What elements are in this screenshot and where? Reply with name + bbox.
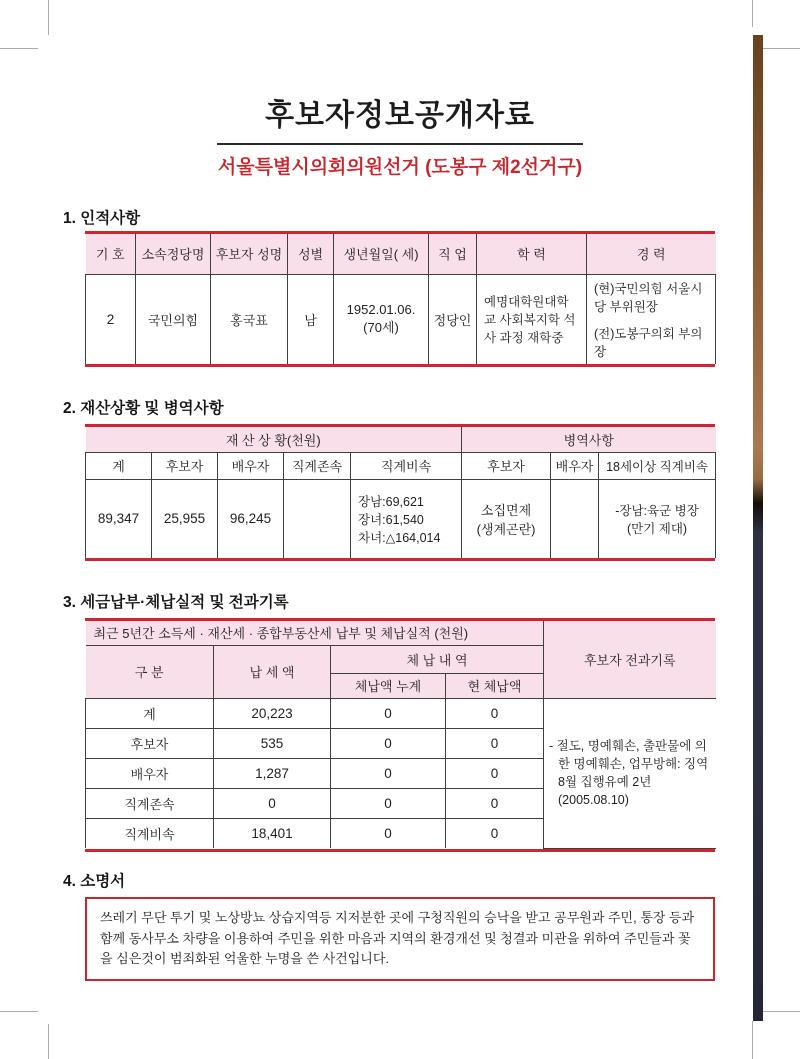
personal-info-header-row — [86, 234, 716, 274]
candidate-gender: 남 — [288, 274, 334, 364]
arrears-cumulative: 0 — [331, 698, 446, 728]
career-line2: (전)도봉구의회 부의장 — [594, 326, 703, 359]
candidate-name: 홍국표 — [211, 274, 288, 364]
military-candidate-line2: (생계곤란) — [476, 521, 536, 537]
tax-amount: 18,401 — [214, 818, 331, 848]
property-spouse: 96,245 — [218, 479, 284, 558]
col-mil-descendant: 18세이상 직계비속 — [599, 452, 716, 479]
property-total: 89,347 — [86, 479, 152, 558]
candidate-number: 2 — [86, 274, 136, 364]
candidate-birthdate — [334, 274, 429, 364]
crop-mark-bottom-left-v — [48, 1024, 49, 1059]
row-label: 후보자 — [86, 728, 214, 758]
section-2-heading: 2. 재산상황 및 병역사항 — [63, 400, 224, 417]
career-line1: (현)국민의힘 서울시당 부위원장 — [594, 281, 703, 314]
arrears-current: 0 — [446, 788, 544, 818]
title-block — [85, 90, 715, 179]
property-military-table — [85, 424, 715, 561]
col-candidate: 후보자 — [152, 452, 218, 479]
col-descendant: 직계비속 — [351, 452, 462, 479]
statement-box — [85, 897, 715, 981]
title-underline — [217, 90, 583, 145]
page-edge-binding-strip — [753, 35, 763, 1021]
birthdate-line2: (70세) — [363, 320, 399, 336]
arrears-cumulative: 0 — [331, 818, 446, 848]
header-party: 소속정당명 — [136, 234, 211, 274]
tax-amount: 20,223 — [214, 698, 331, 728]
crop-mark-top-right-h — [763, 48, 800, 49]
tax-amount: 1,287 — [214, 758, 331, 788]
col-ascendant: 직계존속 — [284, 452, 351, 479]
col-tax-paid: 납 세 액 — [214, 645, 331, 698]
header-career: 경 력 — [587, 234, 716, 274]
arrears-current: 0 — [446, 818, 544, 848]
crop-mark-top-left-h — [0, 48, 38, 49]
row-label: 배우자 — [86, 758, 214, 788]
section-1-heading: 1. 인적사항 — [63, 210, 141, 227]
crop-mark-top-right-v — [752, 0, 753, 27]
header-gender: 성별 — [288, 234, 334, 274]
tax-record-table — [85, 618, 715, 852]
col-arrears-current: 현 체납액 — [446, 673, 544, 698]
property-descendant — [351, 479, 462, 558]
military-candidate — [462, 479, 551, 558]
column-header-row — [86, 452, 716, 479]
arrears-current: 0 — [446, 758, 544, 788]
property-data-row — [86, 479, 716, 558]
header-symbol: 기 호 — [86, 234, 136, 274]
page-title: 후보자정보공개자료 — [265, 99, 535, 132]
military-descendant — [599, 479, 716, 558]
military-descendant-line1: -장남:육군 병장 — [615, 503, 699, 518]
election-subtitle: 서울특별시의회의원선거 (도봉구 제2선거구) — [217, 157, 583, 178]
candidate-occupation: 정당인 — [429, 274, 477, 364]
property-ascendant — [284, 479, 351, 558]
col-arrears-cumulative: 체납액 누계 — [331, 673, 446, 698]
header-occupation: 직 업 — [429, 234, 477, 274]
descendant-line3: 차녀:△164,014 — [358, 530, 441, 545]
group-property: 재 산 상 황(천원) — [86, 427, 462, 452]
tax-table-caption: 최근 5년간 소득세 · 재산세 · 종합부동산세 납부 및 체납실적 (천원) — [86, 621, 544, 645]
arrears-cumulative: 0 — [331, 728, 446, 758]
tax-amount: 0 — [214, 788, 331, 818]
descendant-line2: 장녀:61,540 — [358, 512, 424, 527]
header-birthdate: 생년월일( 세) — [334, 234, 429, 274]
crop-mark-bottom-left-h — [0, 1011, 38, 1012]
header-education: 학 력 — [477, 234, 587, 274]
row-label: 계 — [86, 698, 214, 728]
personal-info-table — [85, 231, 715, 367]
section-3-heading: 3. 세금납부·체납실적 및 전과기록 — [63, 594, 289, 611]
arrears-cumulative: 0 — [331, 758, 446, 788]
arrears-current: 0 — [446, 698, 544, 728]
col-total: 계 — [86, 452, 152, 479]
group-header-row — [86, 427, 716, 452]
col-arrears-group: 체 납 내 역 — [331, 645, 544, 673]
descendant-line1: 장남:69,621 — [358, 494, 424, 509]
row-label: 직계존속 — [86, 788, 214, 818]
statement-text: 쓰레기 무단 투기 및 노상방뇨 상습지역등 지저분한 곳에 구청직원의 승낙을 받고 공무원과 주민, 통장 등과 함께 동사무소 차량을 이용하여 주민을 위한 마음과 지역의 환경개선 및 청결과 미관을 위하여 주민들과 꽃을 심은것이 범죄화된 억울한 누명을 쓴 사건입니다. — [100, 910, 695, 967]
col-division: 구 분 — [86, 645, 214, 698]
criminal-record-text: - 절도, 명예훼손, 출판물에 의한 명예훼손, 업무방해: 징역8월 집행유예 2년 (2005.08.10) — [544, 698, 716, 848]
col-spouse: 배우자 — [218, 452, 284, 479]
birthdate-line1: 1952.01.06. — [346, 302, 416, 318]
military-candidate-line1: 소집면제 — [480, 502, 532, 518]
military-descendant-line2: (만기 제대) — [626, 521, 688, 536]
crop-mark-top-left-v — [48, 0, 49, 35]
candidate-education: 예명대학원대학교 사회복지학 석사 과정 재학중 — [477, 274, 587, 364]
candidate-career — [587, 274, 716, 364]
property-candidate: 25,955 — [152, 479, 218, 558]
candidate-party: 국민의힘 — [136, 274, 211, 364]
crop-mark-bottom-right-h — [763, 1011, 800, 1012]
arrears-current: 0 — [446, 728, 544, 758]
col-mil-spouse: 배우자 — [551, 452, 599, 479]
crop-mark-bottom-right-v — [752, 1021, 753, 1059]
military-spouse — [551, 479, 599, 558]
arrears-cumulative: 0 — [331, 788, 446, 818]
header-name: 후보자 성명 — [211, 234, 288, 274]
personal-info-data-row — [86, 274, 716, 364]
section-4-heading: 4. 소명서 — [63, 873, 126, 890]
criminal-record-header: 후보자 전과기록 — [544, 621, 716, 698]
row-label: 직계비속 — [86, 818, 214, 848]
tax-caption-row — [86, 621, 716, 645]
group-military: 병역사항 — [462, 427, 716, 452]
tax-amount: 535 — [214, 728, 331, 758]
tax-row-total — [86, 698, 716, 728]
col-mil-candidate: 후보자 — [462, 452, 551, 479]
